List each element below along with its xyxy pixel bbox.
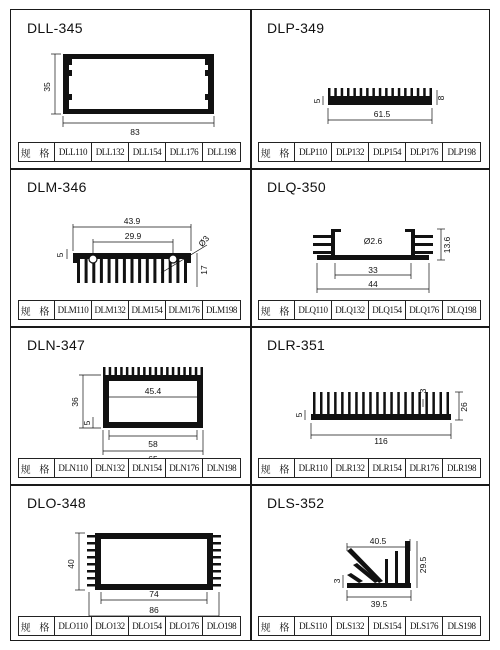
fin [87, 584, 95, 587]
fin [347, 88, 350, 96]
fin [195, 367, 198, 375]
dim-base: 3 [332, 578, 342, 584]
spec-size: DLN132 [92, 459, 129, 477]
dim-slot: 5 [55, 252, 65, 258]
fin [213, 584, 221, 587]
spec-label: 规 格 [259, 301, 295, 319]
spec-table [18, 142, 241, 162]
dim-height: 29.5 [418, 556, 428, 574]
model-title: DLO-348 [27, 495, 86, 511]
fin [87, 563, 95, 566]
dim-inner-width: 33 [368, 265, 378, 275]
spec-size: DLQ176 [406, 301, 443, 319]
dim-fin: 3 [418, 388, 428, 394]
dim-inner-width: 74 [149, 589, 159, 599]
fin [137, 367, 140, 375]
fin [353, 88, 356, 96]
fin [155, 367, 158, 375]
fin [213, 577, 221, 580]
fin [411, 88, 414, 96]
spec-table [258, 458, 481, 478]
fin [87, 570, 95, 573]
model-title: DLQ-350 [267, 179, 326, 195]
fin [313, 392, 316, 414]
model-title: DLP-349 [267, 20, 325, 36]
fin [131, 259, 134, 283]
spec-size: DLL110 [55, 143, 92, 161]
fin [440, 392, 443, 414]
model-title: DLS-352 [267, 495, 325, 511]
fin [153, 259, 156, 283]
product-card-dlq-350 [251, 169, 491, 326]
spec-size: DLQ198 [446, 305, 477, 315]
fin [115, 367, 118, 375]
fin [87, 535, 95, 538]
product-card-dlr-351 [251, 327, 491, 484]
fin [327, 392, 330, 414]
product-card-dlm-346 [11, 169, 250, 326]
spec-label: 规 格 [259, 459, 295, 477]
spec-size: DLO154 [129, 617, 166, 635]
spec-size: DLL198 [207, 147, 236, 157]
fin [447, 392, 450, 414]
product-card-dln-347 [11, 327, 250, 484]
fin [398, 88, 401, 96]
fin [213, 535, 221, 538]
fin [430, 88, 433, 96]
fin [126, 367, 128, 375]
fin [109, 367, 112, 375]
dim-height: 17 [199, 265, 209, 275]
dim-height: 13.6 [442, 236, 452, 254]
dim-outer-width: 43.9 [123, 216, 141, 226]
dim-outer-width: 86 [149, 605, 159, 615]
dim-top-width: 40.5 [369, 536, 387, 546]
spec-size: DLP154 [369, 143, 406, 161]
spec-size: DLM154 [129, 301, 166, 319]
spec-size: DLO110 [55, 617, 92, 635]
product-card-dlp-349 [251, 10, 491, 168]
dim-diameter: Ø2.6 [363, 236, 383, 246]
fin [360, 88, 363, 96]
fin [120, 367, 123, 375]
fin [362, 392, 365, 414]
fin [87, 556, 95, 559]
fin [397, 392, 400, 414]
spec-size: DLM176 [166, 301, 203, 319]
fin [379, 88, 382, 96]
fin [87, 577, 95, 580]
fin [213, 542, 221, 545]
spec-size: DLQ132 [332, 301, 369, 319]
model-title: DLR-351 [267, 337, 326, 353]
fin [160, 367, 163, 375]
fin [146, 259, 149, 283]
spec-size: DLQ154 [369, 301, 406, 319]
fin [87, 542, 95, 545]
dim-base: 5 [294, 412, 304, 418]
spec-size: DLS110 [295, 617, 332, 635]
fin [138, 259, 141, 283]
fin [149, 367, 152, 375]
model-title: DLM-346 [27, 179, 87, 195]
spec-size: DLL154 [129, 143, 166, 161]
spec-table [258, 616, 481, 636]
spec-label: 规 格 [259, 617, 295, 635]
fin [143, 367, 146, 375]
fin [366, 88, 369, 96]
fin [376, 392, 379, 414]
fin [341, 88, 344, 96]
spec-size: DLM110 [55, 301, 92, 319]
dim-inner: 45.4 [144, 386, 162, 396]
fin [87, 549, 95, 552]
product-grid [10, 9, 490, 641]
spec-table [18, 300, 241, 320]
fin [213, 570, 221, 573]
fin [334, 392, 337, 414]
spec-size: DLL132 [92, 143, 129, 161]
spec-size: DLN176 [166, 459, 203, 477]
spec-size: DLR176 [406, 459, 443, 477]
dim-base-width: 39.5 [370, 599, 388, 609]
spec-size: DLS176 [406, 617, 443, 635]
spec-table [18, 458, 241, 478]
spec-size: DLR132 [332, 459, 369, 477]
spec-size: DLN110 [55, 459, 92, 477]
fin [166, 367, 169, 375]
fin [423, 88, 426, 96]
fin [385, 88, 388, 96]
dim-diameter: Ø3 [196, 233, 212, 249]
fin [328, 88, 331, 96]
spec-size: DLO132 [92, 617, 129, 635]
model-title: DLL-345 [27, 20, 83, 36]
spec-table [258, 142, 481, 162]
fin [213, 549, 221, 552]
fin [411, 392, 414, 414]
fin [391, 88, 394, 96]
model-title: DLN-347 [27, 337, 86, 353]
dim-width: 61.5 [373, 109, 391, 119]
fin [390, 392, 393, 414]
spec-size: DLO176 [166, 617, 203, 635]
fin [183, 367, 186, 375]
fin [348, 392, 351, 414]
spec-size: DLM198 [205, 305, 238, 315]
spec-label: 规 格 [19, 617, 55, 635]
spec-size: DLP110 [295, 143, 332, 161]
fin [432, 392, 435, 414]
dim-width: 116 [374, 436, 388, 446]
fin [201, 367, 204, 375]
dim-height: 40 [66, 559, 76, 569]
spec-size: DLN154 [129, 459, 166, 477]
fin [404, 392, 407, 414]
spec-size: DLN198 [206, 463, 237, 473]
fin [418, 392, 421, 414]
fin [132, 367, 135, 375]
fin [320, 392, 323, 414]
dim-inner-width: 58 [148, 439, 158, 449]
spec-label: 规 格 [19, 459, 55, 477]
spec-size: DLS198 [447, 621, 476, 631]
dim-width: 83 [130, 127, 140, 137]
dim-height: 26 [459, 402, 469, 412]
product-card-dls-352 [251, 485, 491, 642]
fin [355, 392, 358, 414]
fin [372, 88, 375, 96]
spec-size: DLS154 [369, 617, 406, 635]
spec-label: 规 格 [259, 143, 295, 161]
dim-base: 5 [82, 420, 92, 426]
dim-height: 35 [42, 82, 52, 92]
fin [184, 259, 187, 283]
dim-outer-width: 44 [368, 279, 378, 289]
fin [172, 367, 175, 375]
spec-label: 规 格 [19, 143, 55, 161]
fin [404, 88, 407, 96]
spec-size: DLR198 [446, 463, 477, 473]
fin [108, 259, 111, 283]
fin [77, 259, 80, 283]
fin [85, 259, 88, 283]
spec-size: DLP176 [406, 143, 443, 161]
fin [100, 259, 103, 283]
dim-fin: 8 [436, 95, 446, 101]
fin [213, 563, 221, 566]
spec-label: 规 格 [19, 301, 55, 319]
fin [103, 367, 106, 375]
spec-size: DLP132 [332, 143, 369, 161]
dim-height: 36 [70, 397, 80, 407]
spec-size: DLR110 [295, 459, 332, 477]
product-card-dlo-348 [11, 485, 250, 642]
fin [213, 556, 221, 559]
spec-size: DLP198 [447, 147, 476, 157]
fin [189, 367, 192, 375]
spec-size: DLO198 [206, 621, 237, 631]
product-card-dll-345 [11, 10, 250, 168]
fin [383, 392, 386, 414]
fin [115, 259, 118, 283]
spec-table [18, 616, 241, 636]
fin [425, 392, 428, 414]
spec-size: DLS132 [332, 617, 369, 635]
fin [178, 367, 181, 375]
fin [123, 259, 126, 283]
spec-size: DLQ110 [295, 301, 332, 319]
spec-table [258, 300, 481, 320]
fin [341, 392, 344, 414]
spec-size: DLR154 [369, 459, 406, 477]
dim-inner-width: 29.9 [124, 231, 142, 241]
fin [334, 88, 337, 96]
fin [417, 88, 420, 96]
fin [369, 392, 372, 414]
spec-size: DLM132 [92, 301, 129, 319]
dim-base: 5 [312, 98, 322, 104]
spec-size: DLL176 [166, 143, 203, 161]
